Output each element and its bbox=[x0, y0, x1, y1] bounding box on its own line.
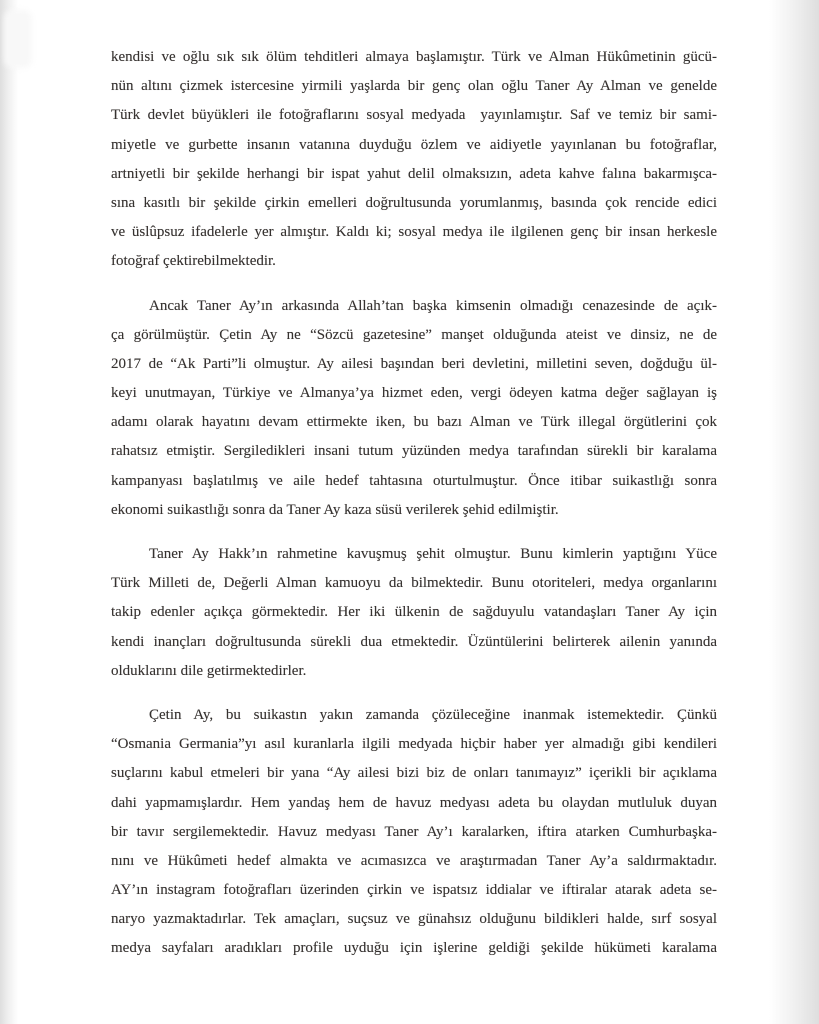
text-line: sına kasıtlı bir şekilde çirkin emelleri doğrultusunda yorumlanmış, basında çok rencide edici bbox=[111, 194, 717, 211]
paragraph bbox=[111, 43, 717, 277]
text-line: keyi unutmayan, Türkiye ve Almanya’ya hizmet eden, vergi ödeyen katma değer sağlayan iş bbox=[111, 385, 717, 402]
text-line: dahi yapmamışlardır. Hem yandaş hem de havuz medyası adeta bu olaydan mutluluk duyan bbox=[111, 794, 717, 811]
text-line: ça görülmüştür. Çetin Ay ne “Sözcü gazetesine” manşet olduğunda ateist ve dinsiz, ne de bbox=[111, 326, 717, 343]
text-line: nını ve Hükûmeti hedef almakta ve acımasızca ve araştırmadan Taner Ay’a saldırmaktadır. bbox=[111, 852, 717, 869]
text-line: kendi inançları doğrultusunda sürekli dua etmektedir. Üzüntülerini belirterek ailenin yanında bbox=[111, 633, 717, 650]
text-line: Türk devlet büyükleri ile fotoğraflarını sosyal medyada yayınlamıştır. Saf ve temiz bir sami- bbox=[111, 107, 717, 124]
text-line: kendisi ve oğlu sık sık ölüm tehditleri almaya başlamıştır. Türk ve Alman Hükûmetinin gücü- bbox=[111, 49, 717, 65]
text-line: fotoğraf çektirebilmektedir. bbox=[111, 253, 276, 270]
text-line: artniyetli bir şekilde herhangi bir ispat yahut delil olmaksızın, adeta kahve falına bakarmışca- bbox=[111, 165, 717, 182]
text-line: “Osmania Germania”yı asıl kuranlarla ilgili medyada hiçbir haber yer almadığı gibi kendileri bbox=[111, 736, 717, 753]
paragraph bbox=[111, 292, 717, 526]
text-line: suçlarını kabul etmeleri bir yana “Ay ailesi bizi biz de onları tanımayız” içerikli bir açıklama bbox=[111, 765, 717, 782]
text-line: Türk Milleti de, Değerli Alman kamuoyu da bilmektedir. Bunu otoriteleri, medya organlarını bbox=[111, 575, 717, 592]
paragraph bbox=[111, 540, 717, 686]
text-line: bir tavır sergilemektedir. Havuz medyası Taner Ay’ı karalarken, iftira atarken Cumhurbaşka- bbox=[111, 823, 717, 840]
text-line: ekonomi suikastlığı sonra da Taner Ay kaza süsü verilerek şehid edilmiştir. bbox=[111, 501, 559, 518]
scan-edge-shadow-right bbox=[769, 0, 819, 1024]
text-line: medya sayfaları aradıkları profile uyduğu için işlerine geldiği şekilde hükümeti karalama bbox=[111, 940, 717, 957]
text-line: Taner Ay Hakk’ın rahmetine kavuşmuş şehit olmuştur. Bunu kimlerin yaptığını Yüce bbox=[149, 546, 717, 562]
text-line: Ancak Taner Ay’ın arkasında Allah’tan başka kimsenin olmadığı cenazesinde de açık- bbox=[149, 297, 717, 314]
text-line: olduklarını dile getirmektedirler. bbox=[111, 662, 307, 679]
scan-edge-shadow-left bbox=[0, 0, 18, 1024]
text-line: miyetle ve gurbette insanın vatanına duyduğu özlem ve aidiyetle yayınlanan bu fotoğraflar, bbox=[111, 136, 717, 153]
text-line: takip edenler açıkça görmektedir. Her iki ülkenin de sağduyulu vatandaşları Taner Ay için bbox=[111, 604, 717, 621]
text-line: 2017 de “Ak Parti”li olmuştur. Ay ailesi başından beri devletini, milletini seven, doğduğu ül- bbox=[111, 355, 717, 372]
text-line: Çetin Ay, bu suikastın yakın zamanda çözüleceğine inanmak istemektedir. Çünkü bbox=[149, 706, 717, 723]
text-line: kampanyası başlatılmış ve aile hedef tahtasına oturtulmuştur. Önce itibar suikastlığı sonra bbox=[111, 472, 717, 489]
text-line: rahatsız etmiştir. Sergiledikleri insani tutum yüzünden medya tarafından sürekli bir karalama bbox=[111, 443, 717, 460]
scan-edge-highlight bbox=[4, 10, 32, 68]
document-text bbox=[111, 43, 717, 979]
text-line: ve üslûpsuz ifadelerle yer almıştır. Kaldı ki; sosyal medya ile ilgilenen genç bir insan herkesle bbox=[111, 224, 717, 241]
text-line: naryo yazmaktadırlar. Tek amaçları, suçsuz ve günahsız olduğunu bildikleri halde, sırf sosyal bbox=[111, 911, 717, 928]
paragraph bbox=[111, 701, 717, 964]
text-line: adamı olarak hayatını devam ettirmekte iken, bu bazı Alman ve Türk illegal örgütlerini çok bbox=[111, 414, 717, 431]
text-line: AY’ın instagram fotoğrafları üzerinden çirkin ve ispatsız iddialar ve iftiralar atarak adeta se- bbox=[111, 882, 717, 899]
text-line: nün altını çizmek istercesine yirmili yaşlarda bir genç olan oğlu Taner Ay Alman ve genelde bbox=[111, 78, 717, 95]
